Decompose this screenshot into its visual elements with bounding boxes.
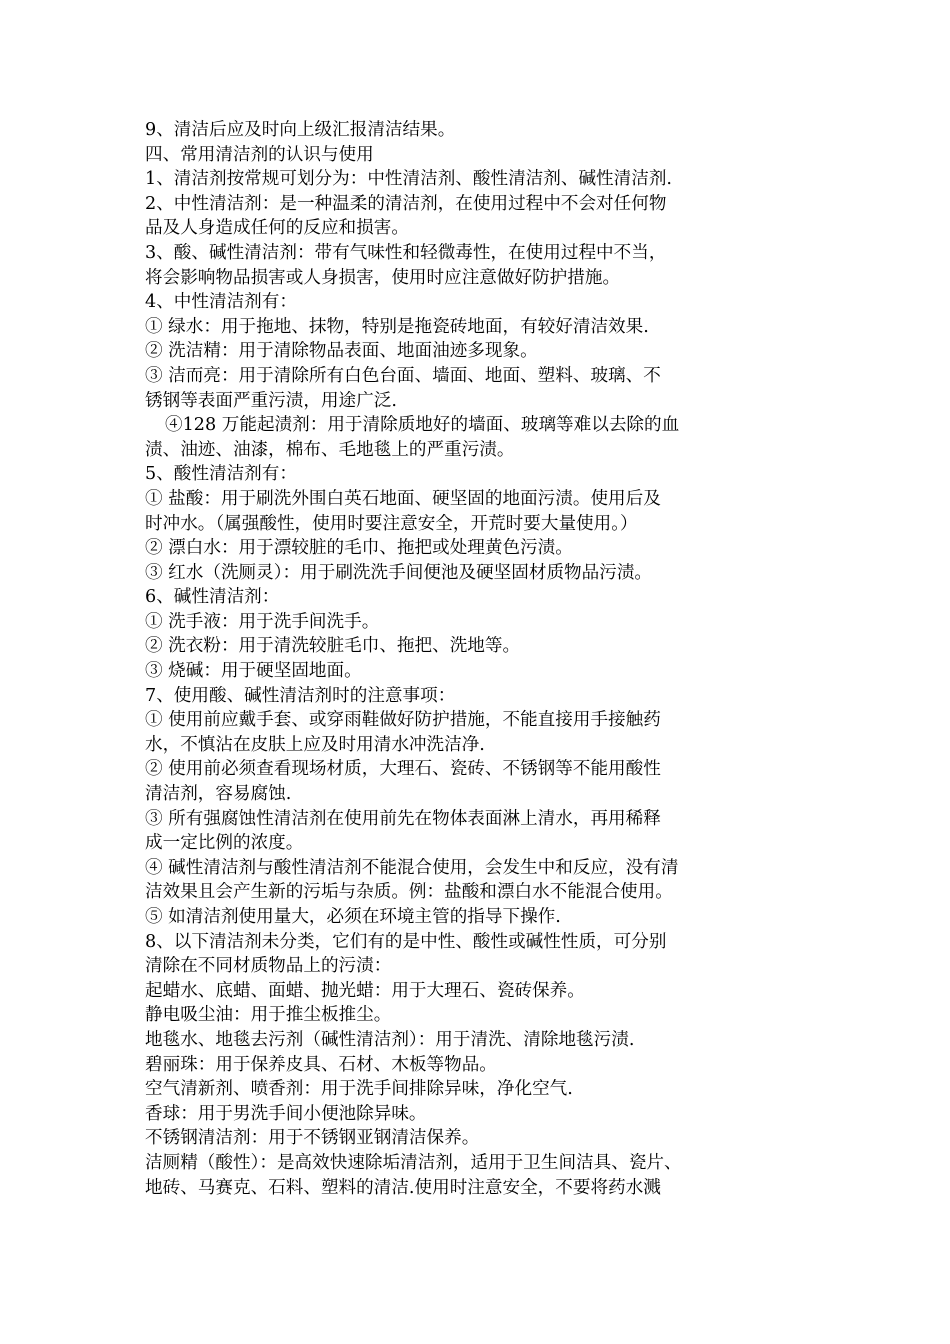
text-line: 成一定比例的浓度。: [145, 833, 304, 854]
text-line: 渍、油迹、油漆，棉布、毛地毯上的严重污渍。: [145, 439, 515, 460]
text-line: 时冲水。（属强酸性，使用时要注意安全，开荒时要大量使用。）: [145, 513, 638, 534]
list-item: ③ 烧碱：用于硬坚固地面。: [145, 661, 362, 682]
text-line: 将会影响物品损害或人身损害，使用时应注意做好防护措施。: [145, 267, 621, 288]
text-line: 1、清洁剂按常规可划分为：中性清洁剂、酸性清洁剂、碱性清洁剂.: [145, 169, 673, 190]
text-line: 清除在不同材质物品上的污渍：: [145, 956, 392, 977]
list-item: ① 使用前应戴手套、或穿雨鞋做好防护措施，不能直接用手接触药: [145, 710, 661, 731]
list-item: ② 使用前必须查看现场材质，大理石、瓷砖、不锈钢等不能用酸性: [145, 759, 661, 780]
list-item: ③ 洁而亮：用于清除所有白色台面、墙面、地面、塑料、玻璃、不: [145, 365, 661, 386]
list-item: ④128 万能起渍剂：用于清除质地好的墙面、玻璃等难以去除的血: [165, 415, 680, 436]
list-item: ③ 红水（洗厕灵）：用于刷洗洗手间便池及硬坚固材质物品污渍。: [145, 562, 653, 583]
text-line: 洁厕精（酸性）：是高效快速除垢清洁剂，适用于卫生间洁具、瓷片、: [145, 1152, 682, 1173]
list-item: ② 洗洁精：用于清除物品表面、地面油迹多现象。: [145, 341, 538, 362]
list-item: ① 绿水：用于拖地、抹物，特别是拖瓷砖地面，有较好清洁效果.: [145, 316, 649, 337]
text-line: 水，不慎沾在皮肤上应及时用清水冲洗洁净.: [145, 734, 485, 755]
text-line: 静电吸尘油：用于推尘板推尘。: [145, 1005, 392, 1026]
text-line: 不锈钢清洁剂：用于不锈钢亚钢清洁保养。: [145, 1128, 480, 1149]
text-line: 2、中性清洁剂：是一种温柔的清洁剂，在使用过程中不会对任何物: [145, 193, 667, 214]
list-item: ① 洗手液：用于洗手间洗手。: [145, 611, 380, 632]
list-item: ② 漂白水：用于漂较脏的毛巾、拖把或处理黄色污渍。: [145, 538, 573, 559]
text-line: 地毯水、地毯去污剂（碱性清洁剂）：用于清洗、清除地毯污渍.: [145, 1029, 635, 1050]
text-line: 香球：用于男洗手间小便池除异味。: [145, 1103, 427, 1124]
list-item: ② 洗衣粉：用于清洗较脏毛巾、拖把、洗地等。: [145, 636, 521, 657]
text-line: 4、中性清洁剂有：: [145, 292, 297, 313]
list-item: ③ 所有强腐蚀性清洁剂在使用前先在物体表面淋上清水，再用稀释: [145, 808, 661, 829]
document-body: [145, 118, 835, 1200]
text-line: 清洁剂，容易腐蚀.: [145, 784, 292, 805]
text-line: 8、以下清洁剂未分类，它们有的是中性、酸性或碱性性质，可分别: [145, 931, 667, 952]
list-item: ① 盐酸：用于刷洗外围白英石地面、硬坚固的地面污渍。使用后及: [145, 488, 661, 509]
text-line: 9、清洁后应及时向上级汇报清洁结果。: [145, 120, 456, 140]
text-line: 3、酸、碱性清洁剂：带有气味性和轻微毒性，在使用过程中不当，: [145, 242, 667, 263]
list-item: ④ 碱性清洁剂与酸性清洁剂不能混合使用，会发生中和反应，没有清: [145, 857, 679, 878]
text-line: 洁效果且会产生新的污垢与杂质。例：盐酸和漂白水不能混合使用。: [145, 882, 673, 903]
text-line: 起蜡水、底蜡、面蜡、抛光蜡：用于大理石、瓷砖保养。: [145, 980, 585, 1001]
section-heading: 四、常用清洁剂的认识与使用: [145, 144, 374, 165]
text-line: 碧丽珠：用于保养皮具、石材、木板等物品。: [145, 1054, 497, 1075]
text-line: 锈钢等表面严重污渍，用途广泛.: [145, 390, 397, 411]
text-line: 5、酸性清洁剂有：: [145, 464, 297, 485]
text-line: 7、使用酸、碱性清洁剂时的注意事项：: [145, 685, 456, 706]
text-line: 地砖、马赛克、石料、塑料的清洁.使用时注意安全，不要将药水溅: [145, 1177, 661, 1198]
text-line: 空气清新剂、喷香剂：用于洗手间排除异味，净化空气.: [145, 1079, 573, 1100]
list-item: ⑤ 如清洁剂使用量大，必须在环境主管的指导下操作.: [145, 907, 561, 927]
text-line: 6、碱性清洁剂：: [145, 587, 280, 608]
text-line: 品及人身造成任何的反应和损害。: [145, 218, 409, 239]
